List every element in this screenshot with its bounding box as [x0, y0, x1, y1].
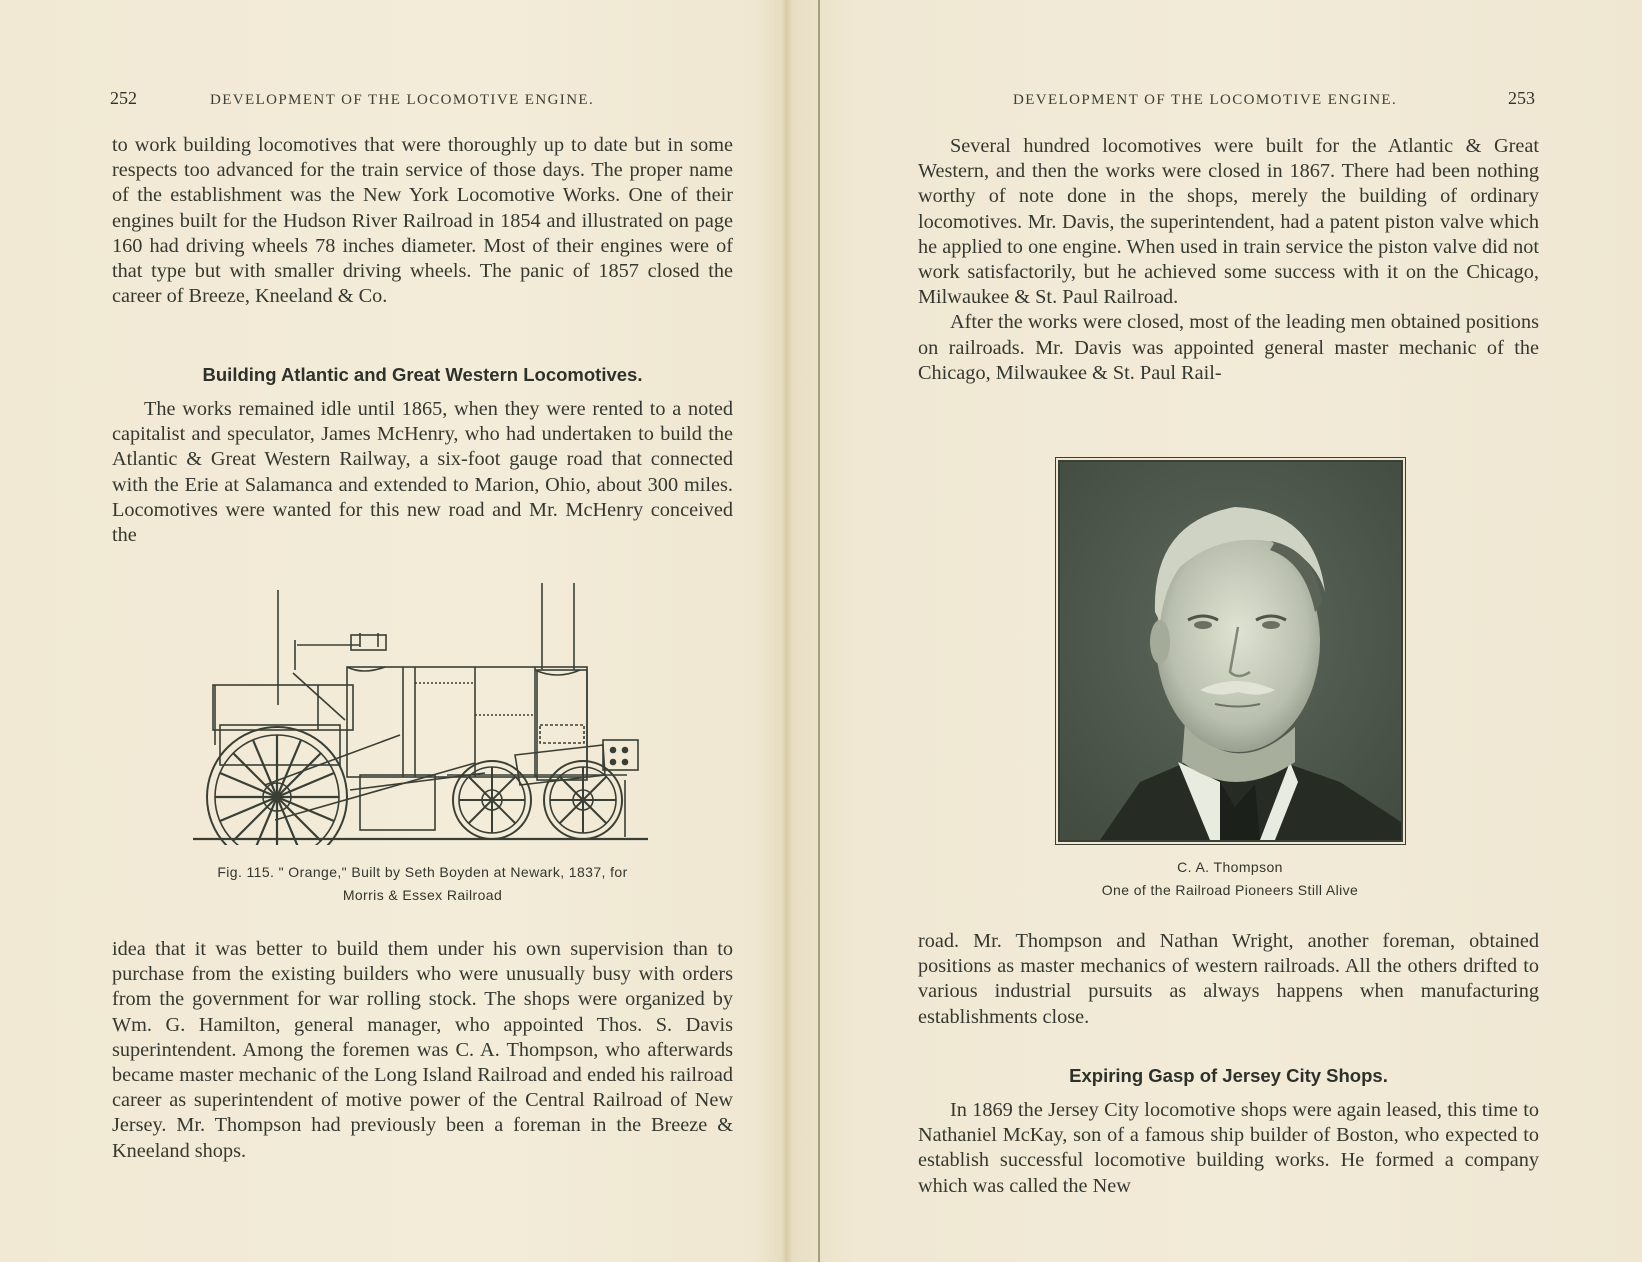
left-paragraph-2: The works remained idle until 1865, when they were rented to a noted capitalist and speculator, James McHenry, who had undertaken to build the Atlantic & Great Western Railway, a six-foot gauge road that connected with the Erie at Salamanca and extended to Marion, Ohio, about 300 miles. Locomotives were wanted for this new road and Mr. McHenry conceived the	[112, 398, 733, 547]
figure-caption-line-2: Morris & Essex Railroad	[342, 887, 503, 903]
left-page	[0, 0, 818, 1262]
portrait-caption	[920, 856, 1540, 902]
locomotive-illustration	[185, 575, 650, 845]
portrait-photo-c-a-thompson	[1058, 460, 1403, 842]
left-paragraph-1: to work building locomotives that were thoroughly up to date but in some respects too advanced for the train service of those days. The proper name of the establishment was the New York Locomotive Works. One of their engines built for the Hudson River Railroad in 1854 and illustrated on page 160 had driving wheels 78 inches diameter. Most of their engines were of that type but with smaller driving wheels. The panic of 1857 closed the career of Breeze, Kneeland & Co.	[112, 134, 733, 308]
page-number-right: 253	[1508, 88, 1535, 108]
left-paragraph-3: idea that it was better to build them under his own supervision than to purchase from the existing builders who were unusually busy with orders from the government for war rolling stock. The shops were organized by Wm. G. Hamilton, general manager, who appointed Thos. S. Davis superintendent. Among the foremen was C. A. Thompson, who afterwards became master mechanic of the Long Island Railroad and ended his railroad career as superintendent of motive power of the Central Railroad of New Jersey. Mr. Thompson had previously been a foreman in the Breeze & Kneeland shops.	[112, 938, 733, 1162]
right-paragraph-1-block	[918, 134, 1539, 386]
section-heading-jersey-city: Expiring Gasp of Jersey City Shops.	[1069, 1065, 1388, 1086]
figure-caption-line-1: Fig. 115. " Orange," Built by Seth Boyden at Newark, 1837, for	[217, 864, 628, 880]
portrait-image	[1060, 462, 1401, 840]
right-paragraph-3: road. Mr. Thompson and Nathan Wright, another foreman, obtained positions as master mechanics of western railroads. All the others drifted to various industrial pursuits as always happens when manufacturing establishments close.	[918, 930, 1539, 1028]
running-head-left: DEVELOPMENT OF THE LOCOMOTIVE ENGINE.	[210, 92, 595, 108]
portrait-caption-line-2: One of the Railroad Pioneers Still Alive	[1101, 882, 1359, 898]
right-paragraph-4: In 1869 the Jersey City locomotive shops were again leased, this time to Nathaniel McKay, son of a famous ship builder of Boston, who expected to establish successful locomotive building works. He formed a company which was called the New	[918, 1099, 1539, 1197]
page-number-left: 252	[110, 88, 137, 108]
left-paragraph-1-block	[112, 133, 733, 309]
section-heading-atlantic: Building Atlantic and Great Western Locomotives.	[202, 364, 643, 385]
right-paragraph-1: Several hundred locomotives were built for the Atlantic & Great Western, and then the works were closed in 1867. There had been nothing worthy of note done in the shops, merely the building of ordinary locomotives. Mr. Davis, the superintendent, had a patent piston valve which he applied to one engine. When used in train service the piston valve did not work satisfactorily, but he achieved some success with it on the Chicago, Milwaukee & St. Paul Railroad.	[918, 135, 1539, 309]
running-head-right: DEVELOPMENT OF THE LOCOMOTIVE ENGINE.	[1013, 92, 1398, 108]
right-paragraph-3-block	[918, 929, 1539, 1030]
right-paragraph-2: After the works were closed, most of the leading men obtained positions on railroads. Mr. Davis was appointed general master mechanic of the Chicago, Milwaukee & St. Paul Rail-	[918, 311, 1539, 384]
left-paragraph-3-block	[112, 937, 733, 1164]
portrait-caption-line-1: C. A. Thompson	[1177, 859, 1283, 875]
right-paragraph-4-block	[918, 1098, 1539, 1199]
figure-caption-115	[112, 861, 733, 907]
left-paragraph-2-block	[112, 397, 733, 548]
